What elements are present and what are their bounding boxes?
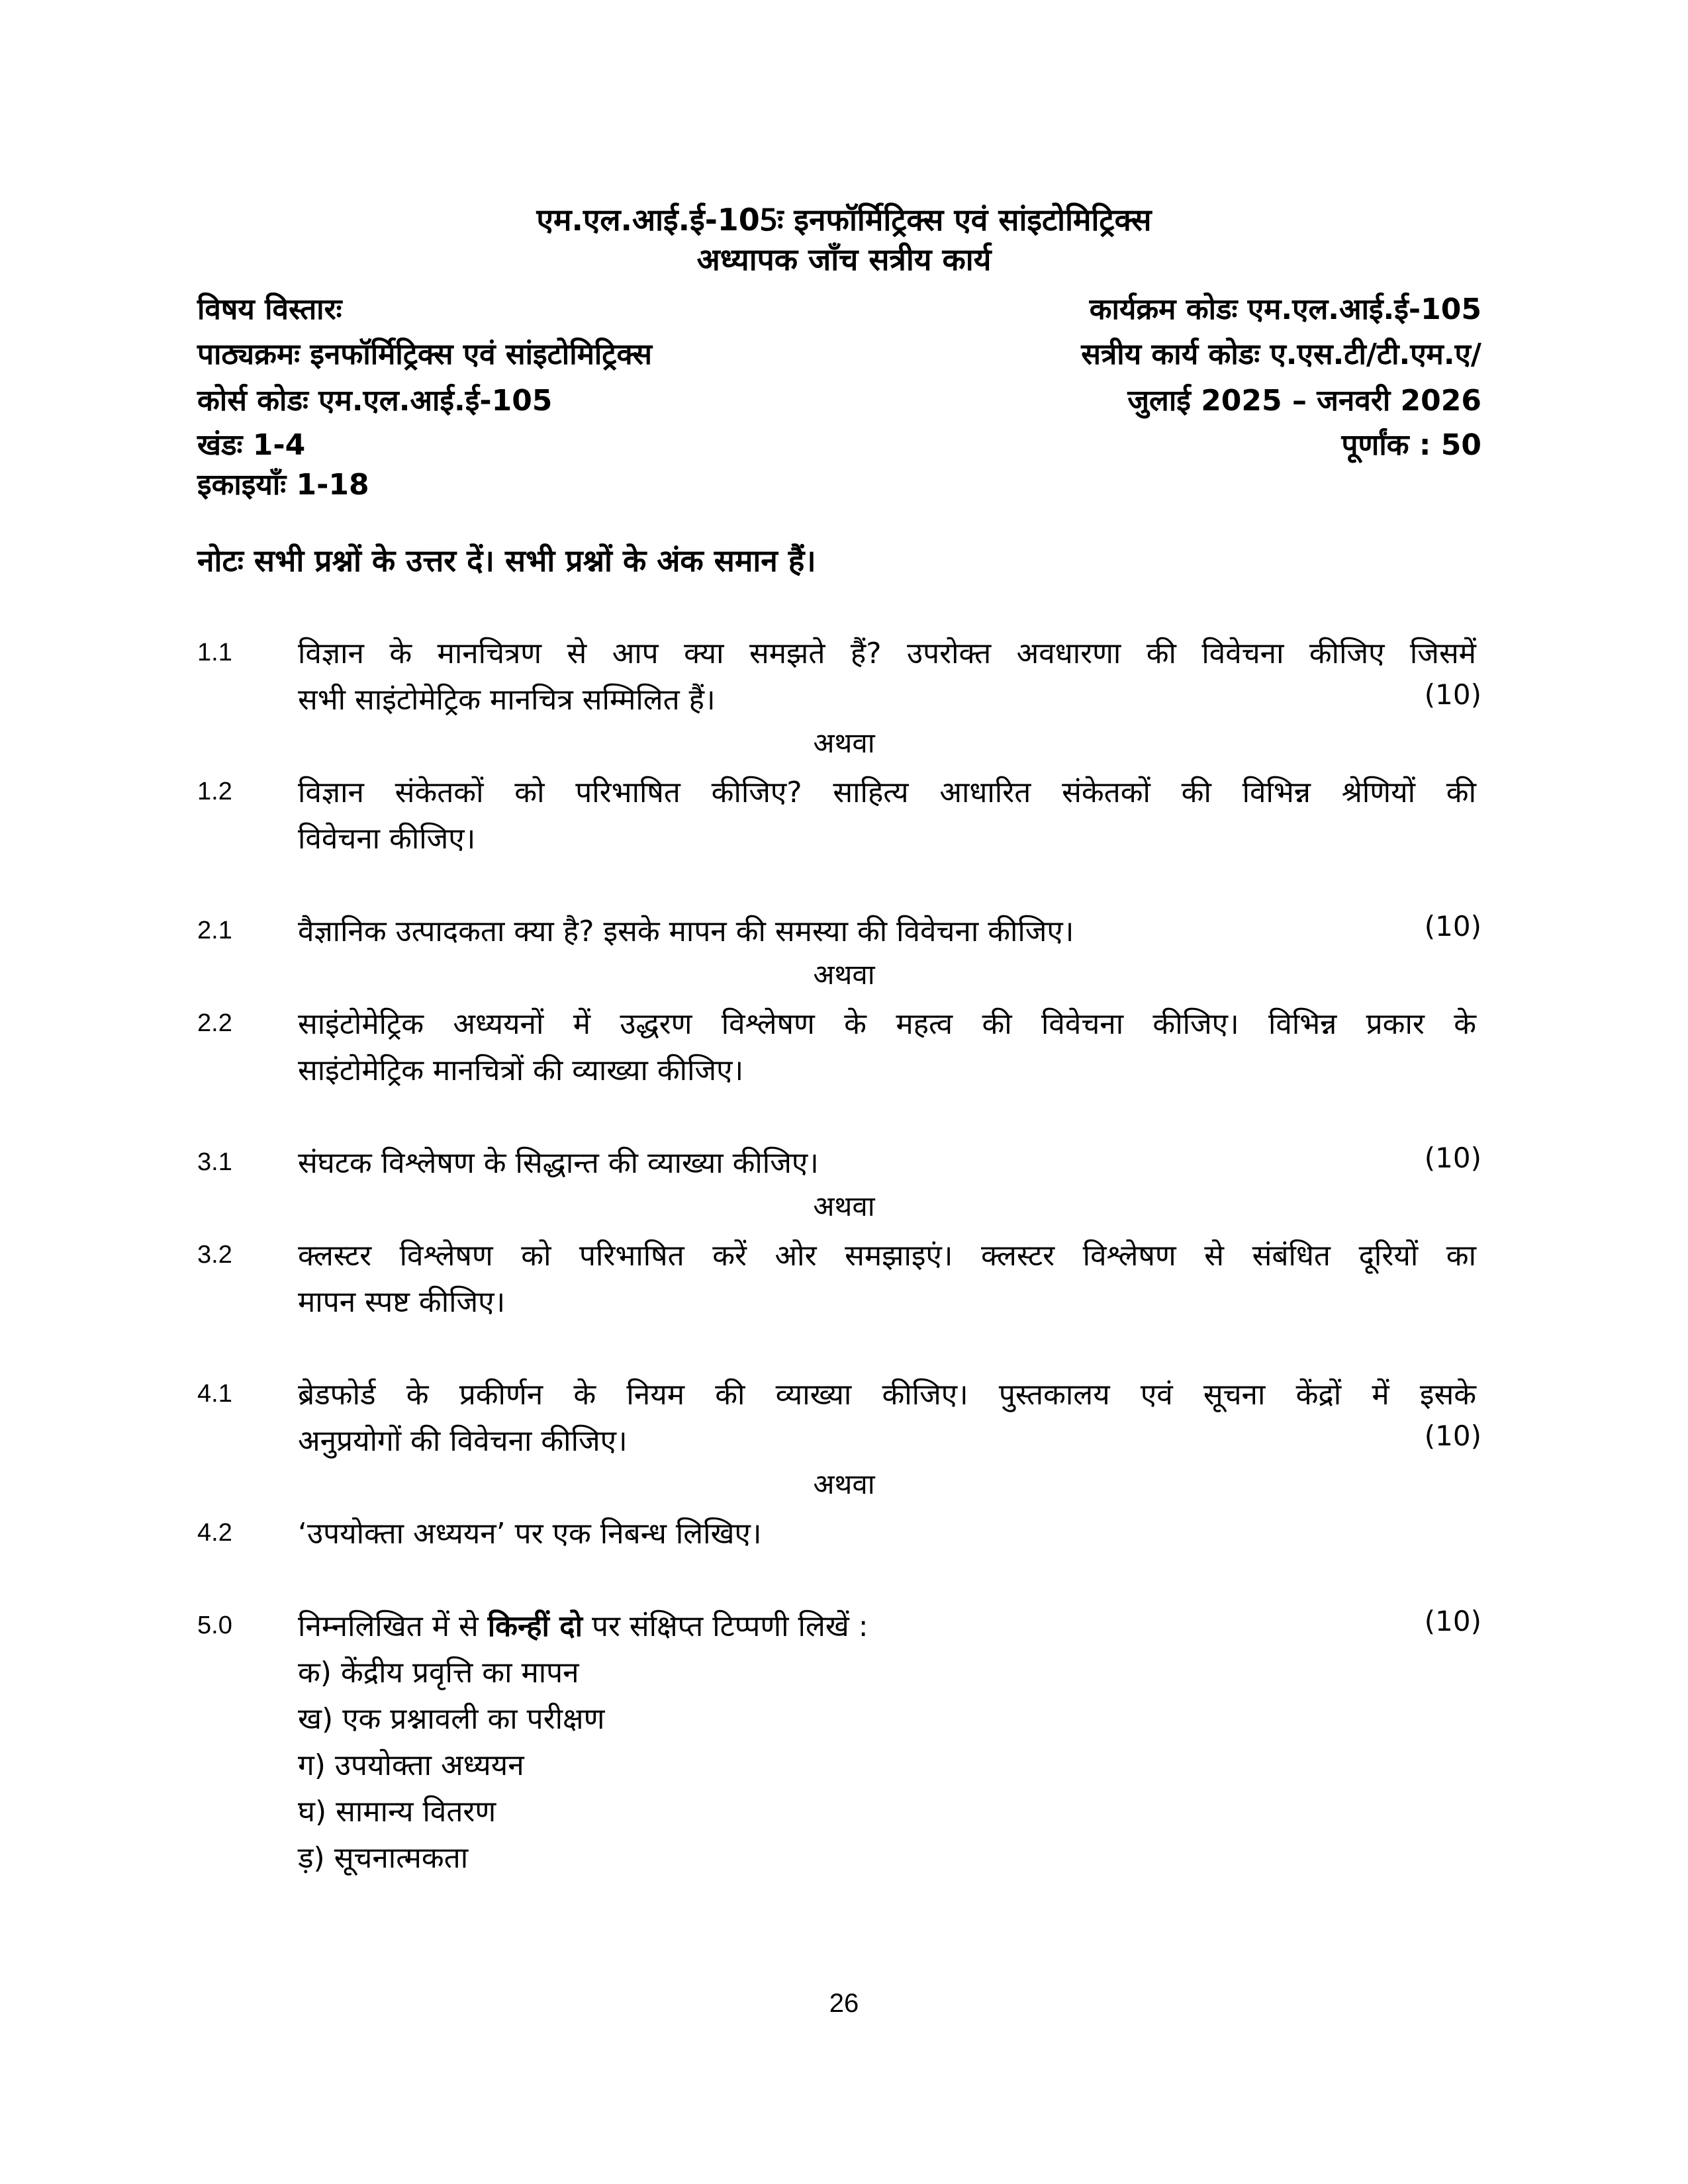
question-text	[298, 1605, 1476, 1645]
question-number: 4.2	[197, 1519, 232, 1547]
question-number: 2.2	[197, 1009, 232, 1037]
programme-code: कार्यक्रम कोडः एम.एल.आई.ई-105	[1089, 293, 1481, 326]
question-text: विज्ञान संकेतकों को परिभाषित कीजिए? साहित्य आधारित संकेतकों की विभिन्न श्रेणियों की	[298, 776, 1476, 809]
or-separator: अथवा	[813, 958, 875, 991]
question-number: 1.2	[197, 778, 232, 805]
question-text-pre: निम्नलिखित में से	[298, 1610, 488, 1643]
question-marks: (10)	[1424, 910, 1481, 942]
course-code: कोर्स कोडः एम.एल.आई.ई-105	[197, 384, 553, 418]
option-item: क) केंद्रीय प्रवृत्ति का मापन	[298, 1656, 579, 1690]
question-marks: (10)	[1424, 678, 1481, 711]
option-item: ड़) सूचनात्मकता	[298, 1841, 469, 1875]
question-text: संघटक विश्लेषण के सिद्धान्त की व्याख्या कीजिए।	[298, 1146, 819, 1180]
question-text-continued: विवेचना कीजिए।	[298, 822, 476, 856]
block-label: खंडः 1-4	[197, 428, 306, 462]
or-separator: अथवा	[813, 727, 875, 759]
option-item: ग) उपयोक्ता अध्ययन	[298, 1749, 524, 1782]
question-number: 1.1	[197, 639, 232, 666]
option-item: घ) सामान्य वितरण	[298, 1795, 496, 1829]
question-text: क्लस्टर विश्लेषण को परिभाषित करें ओर समझाइएं। क्लस्टर विश्लेषण से संबंधित दूरियों का	[298, 1239, 1476, 1273]
units-label: इकाइयाँः 1-18	[197, 468, 369, 502]
question-text: विज्ञान के मानचित्रण से आप क्या समझते हैं? उपरोक्त अवधारणा की विवेचना कीजिए जिसमें	[298, 637, 1476, 670]
question-text: वैज्ञानिक उत्पादकता क्या है? इसके मापन की समस्या की विवेचना कीजिए।	[298, 915, 1074, 948]
question-text-continued: सभी साइंटोमेट्रिक मानचित्र सम्मिलित हैं।	[298, 683, 716, 717]
subject-label: विषय विस्तारः	[197, 293, 342, 326]
question-text: ‘उपयोक्ता अध्ययन’ पर एक निबन्ध लिखिए।	[298, 1517, 762, 1551]
assignment-code: सत्रीय कार्य कोडः ए.एस.टी/टी.एम.ए/	[1081, 338, 1481, 371]
question-text-continued: अनुप्रयोगों की विवेचना कीजिए।	[298, 1424, 628, 1458]
question-marks: (10)	[1424, 1605, 1481, 1637]
max-marks: पूर्णांक : 50	[1341, 428, 1481, 462]
session: जुलाई 2025 – जनवरी 2026	[1127, 384, 1481, 418]
question-text: साइंटोमेट्रिक अध्ययनों में उद्धरण विश्लेषण के महत्व की विवेचना कीजिए। विभिन्न प्रकार के	[298, 1007, 1476, 1041]
question-number: 3.1	[197, 1148, 232, 1176]
question-marks: (10)	[1424, 1142, 1481, 1174]
question-number: 3.2	[197, 1241, 232, 1269]
or-separator: अथवा	[813, 1190, 875, 1222]
page-number: 26	[829, 1989, 859, 2018]
question-text-emphasis: किन्हीं दो	[487, 1610, 583, 1643]
document-subtitle: अध्यापक जाँच सत्रीय कार्य	[696, 242, 992, 277]
question-text-continued: मापन स्पष्ट कीजिए।	[298, 1285, 506, 1319]
question-number: 2.1	[197, 917, 232, 944]
question-marks: (10)	[1424, 1420, 1481, 1452]
question-text-post: पर संक्षिप्त टिप्पणी लिखें :	[582, 1610, 868, 1643]
instruction-note: नोटः सभी प्रश्नों के उत्तर दें। सभी प्रश्नों के अंक समान हैं।	[197, 543, 816, 578]
or-separator: अथवा	[813, 1468, 875, 1500]
document-title: एम.एल.आई.ई-105ः इनफॉर्मिट्रिक्स एवं सांइटोमिट्रिक्स	[536, 202, 1152, 238]
question-text-continued: साइंटोमेट्रिक मानचित्रों की व्याख्या कीजिए।	[298, 1054, 744, 1087]
course-name: पाठ्यक्रमः इनफॉर्मिट्रिक्स एवं सांइटोमिट्रिक्स	[197, 338, 652, 371]
option-item: ख) एक प्रश्नावली का परीक्षण	[298, 1702, 605, 1736]
question-number: 4.1	[197, 1380, 232, 1408]
question-text: ब्रेडफोर्ड के प्रकीर्णन के नियम की व्याख्या कीजिए। पुस्तकालय एवं सूचना केंद्रों में इसके	[298, 1378, 1476, 1412]
question-number: 5.0	[197, 1612, 232, 1639]
